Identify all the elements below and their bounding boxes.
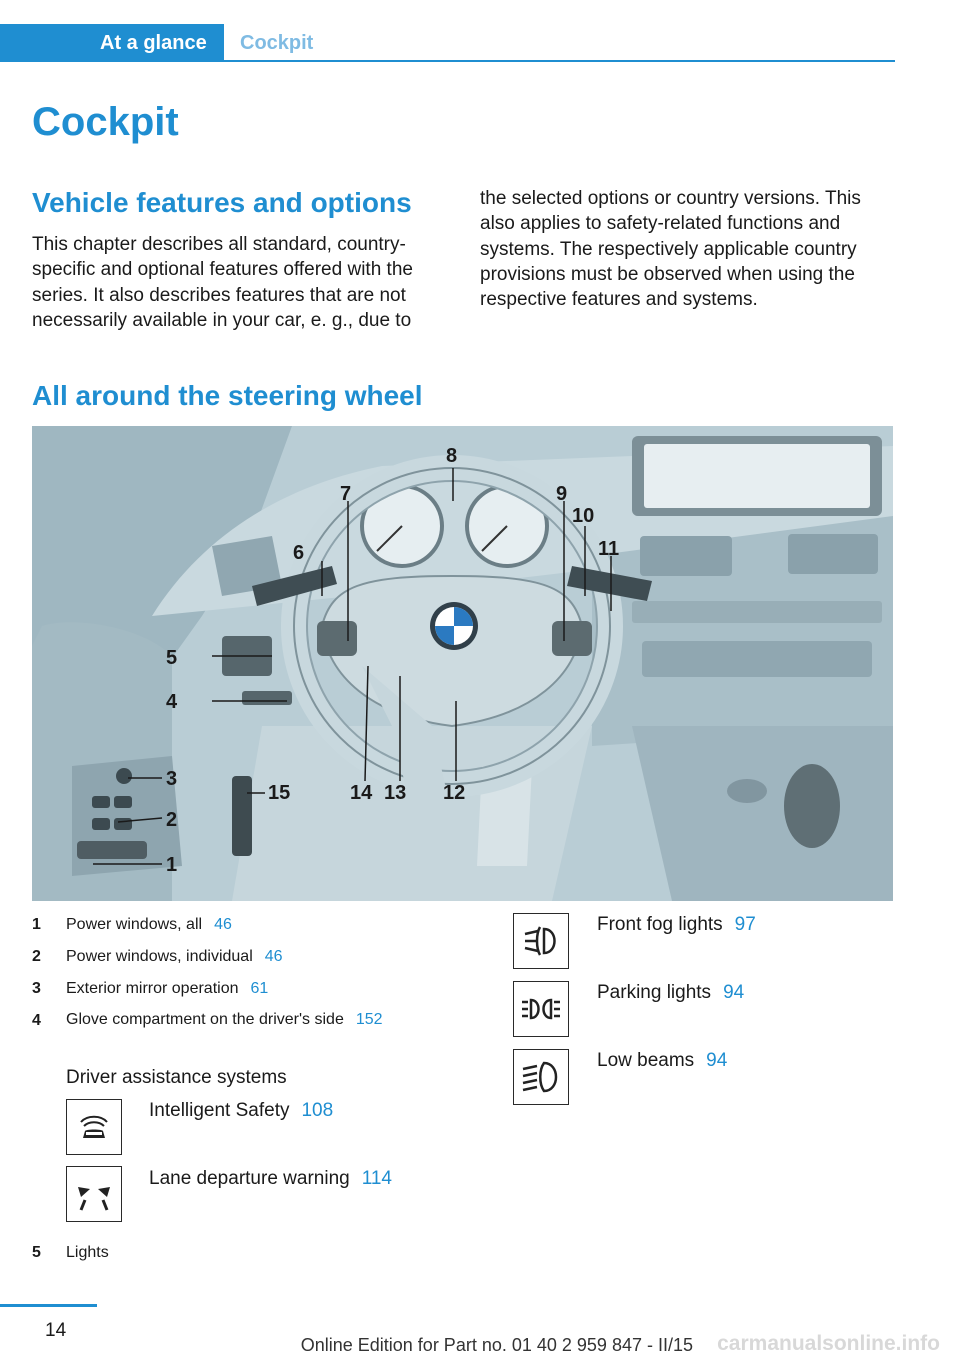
header-rule xyxy=(0,60,895,62)
cockpit-illustration xyxy=(32,426,893,901)
legend-item-3 xyxy=(32,976,452,1002)
page-link[interactable]: 46 xyxy=(264,948,283,965)
page-link[interactable]: 152 xyxy=(355,1011,383,1028)
callout-14: 14 xyxy=(350,782,373,804)
parking-light-label xyxy=(597,980,744,1006)
callout-2: 2 xyxy=(166,809,178,831)
callout-1: 1 xyxy=(166,854,178,876)
lane-departure-label xyxy=(149,1166,392,1192)
watermark: carmanualsonline.info xyxy=(717,1332,940,1355)
tab-at-a-glance[interactable]: At a glance xyxy=(0,24,224,62)
tab-cockpit[interactable]: Cockpit xyxy=(240,32,314,54)
callout-13: 13 xyxy=(384,782,407,804)
intelligent-safety-icon xyxy=(66,1099,122,1155)
edition-text: Online Edition for Part no. 01 40 2 959 847 - II/15 xyxy=(300,1335,693,1355)
callout-8: 8 xyxy=(446,445,458,467)
callout-11: 11 xyxy=(598,538,620,560)
fog-light-text: Front fog lights xyxy=(597,914,723,935)
intelligent-safety-label xyxy=(149,1098,333,1124)
page-link[interactable]: 108 xyxy=(301,1100,334,1121)
footer-rule xyxy=(0,1304,97,1307)
legend-number: 4 xyxy=(32,1012,41,1029)
callout-15: 15 xyxy=(268,782,291,804)
cockpit-drawing xyxy=(32,426,893,901)
fog-light-label xyxy=(597,912,756,938)
intro-text-left: This chapter describes all standard, country-specific and optional features offered with the series. It also describes features that are not necessarily available in your car, e. g., due to xyxy=(32,234,413,331)
legend-label: Power windows, individual xyxy=(66,948,253,965)
callout-5: 5 xyxy=(166,647,178,669)
callout-3: 3 xyxy=(166,768,178,790)
page-number: 14 xyxy=(45,1320,67,1341)
legend-item-2 xyxy=(32,944,452,970)
page-title: Cockpit xyxy=(32,100,179,144)
legend-number: 5 xyxy=(32,1244,41,1261)
intelligent-safety-text: Intelligent Safety xyxy=(149,1100,290,1121)
intro-text-right: the selected options or country versions. This also applies to safety-related functions and systems. The respectively applicable country provisions must be observed when using the respective features and systems. xyxy=(480,188,861,311)
legend-label: Exterior mirror operation xyxy=(66,980,239,997)
legend-label: Glove compartment on the driver's side xyxy=(66,1011,344,1028)
legend-number: 1 xyxy=(32,916,41,933)
callout-9: 9 xyxy=(556,483,568,505)
page-link[interactable]: 46 xyxy=(214,916,232,933)
legend-label: Power windows, all xyxy=(66,916,203,933)
driver-assist-heading: Driver assistance systems xyxy=(66,1067,287,1088)
low-beam-label xyxy=(597,1048,727,1074)
fog-light-icon xyxy=(513,913,569,969)
section-heading-features: Vehicle features and options xyxy=(32,187,412,218)
lane-departure-icon xyxy=(66,1166,122,1222)
page-link[interactable]: 94 xyxy=(706,1050,728,1071)
low-beam-text: Low beams xyxy=(597,1050,695,1071)
callout-12: 12 xyxy=(443,782,466,804)
lane-departure-text: Lane departure warning xyxy=(149,1168,350,1189)
page-link[interactable]: 61 xyxy=(250,980,269,997)
legend-item-5 xyxy=(32,1240,452,1266)
callout-6: 6 xyxy=(293,542,305,564)
page-link[interactable]: 114 xyxy=(361,1168,392,1189)
low-beam-icon xyxy=(513,1049,569,1105)
header-tabs xyxy=(0,24,895,62)
legend-item-4 xyxy=(32,1008,452,1060)
legend-number: 3 xyxy=(32,980,41,997)
parking-light-icon xyxy=(513,981,569,1037)
callout-4: 4 xyxy=(166,691,178,713)
page-link[interactable]: 94 xyxy=(723,982,745,1003)
legend-label: Lights xyxy=(66,1244,109,1261)
page-link[interactable]: 97 xyxy=(734,914,756,935)
callout-7: 7 xyxy=(340,483,352,505)
legend-number: 2 xyxy=(32,948,41,965)
callout-10: 10 xyxy=(572,505,595,527)
section-heading-steering-wheel: All around the steering wheel xyxy=(32,380,423,411)
legend-item-1 xyxy=(32,912,452,938)
parking-light-text: Parking lights xyxy=(597,982,712,1003)
